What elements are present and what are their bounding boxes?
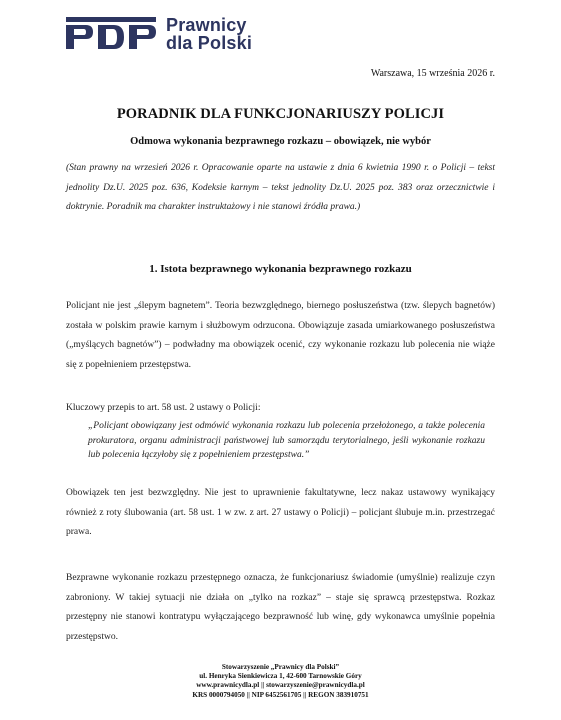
- paragraph-1: Policjant nie jest „ślepym bagnetem”. Teoria bezwzględnego, biernego posłuszeństwa (tzw. ślepych bagnetów) została w polskim prawie karnym i służbowym odrzucona. Obowiązuje zasada umiarkowanego posłuszeństwa („myślących bagnetów”) – podwładny ma obowiązek ocenić, czy wykonanie rozkazu lub polecenia nie wiąże się z popełnieniem przestępstwa.: [66, 301, 495, 370]
- legal-status-note: (Stan prawny na wrzesień 2026 r. Opracowanie oparte na ustawie z dnia 6 kwietnia 1990 r. o Policji – tekst jednolity Dz.U. 2025 poz. 636, Kodeksie karnym – tekst jednolity Dz.U. 2025 poz. 383 oraz orzecznictwie i doktrynie. Poradnik ma charakter instruktażowy i nie stanowi źródła prawa.): [66, 163, 495, 212]
- footer-org-name: Stowarzyszenie „Prawnicy dla Polski”: [221, 663, 340, 671]
- document-title: PORADNIK DLA FUNKCJONARIUSZY POLICJI: [116, 106, 445, 122]
- statute-quote: „Policjant obowiązany jest odmówić wykonania rozkazu lub polecenia przełożonego, a także polecenia prokuratora, organu administracji państwowej lub samorządu terytorialnego, jeśli wykonanie rozkazu lub polecenia łączyłoby się z popełnieniem przestępstwa.”: [88, 421, 485, 460]
- logo-text-line1: Prawnicy: [166, 15, 247, 35]
- paragraph-4: Bezprawne wykonanie rozkazu przestępnego oznacza, że funkcjonariusz świadomie (umyślnie) realizuje czyn zabroniony. W takiej sytuacji nie działa on „tylko na rozkaz” – staje się sprawcą przestępstwa. Rozkaz przestępny nie stanowi kontratypu wyłączającego bezprawność lub winę, gdy wykonawca umyślnie popełnia przestępstwo.: [66, 573, 495, 642]
- pdp-logo-icon: [66, 17, 156, 49]
- logo-text-line2: dla Polski: [166, 33, 253, 53]
- document-date: Warszawa, 15 września 2026 r.: [370, 68, 495, 79]
- paragraph-3: Obowiązek ten jest bezwzględny. Nie jest to uprawnienie fakultatywne, lecz nakaz ustawowy wynikający również z roty ślubowania (art. 58 ust. 1 w zw. z art. 27 ustawy o Policji) – policjant ślubuje m.in. przestrzegać prawa.: [66, 488, 495, 537]
- footer-address: ul. Henryka Sienkiewicza 1, 42-600 Tarnowskie Góry: [199, 672, 362, 681]
- paragraph-2: Kluczowy przepis to art. 58 ust. 2 ustawy o Policji:: [66, 403, 261, 413]
- organization-logo: [66, 17, 252, 52]
- page-footer: [0, 663, 561, 700]
- footer-contact: www.prawnicydla.pl || stowarzyszenie@prawnicydla.pl: [196, 681, 365, 690]
- footer-registry: KRS 0000794050 || NIP 6452561705 || REGON 383910751: [192, 690, 369, 699]
- document-subtitle: Odmowa wykonania bezprawnego rozkazu – obowiązek, nie wybór: [130, 136, 431, 147]
- section-heading: 1. Istota bezprawnego wykonania bezprawnego rozkazu: [149, 263, 412, 275]
